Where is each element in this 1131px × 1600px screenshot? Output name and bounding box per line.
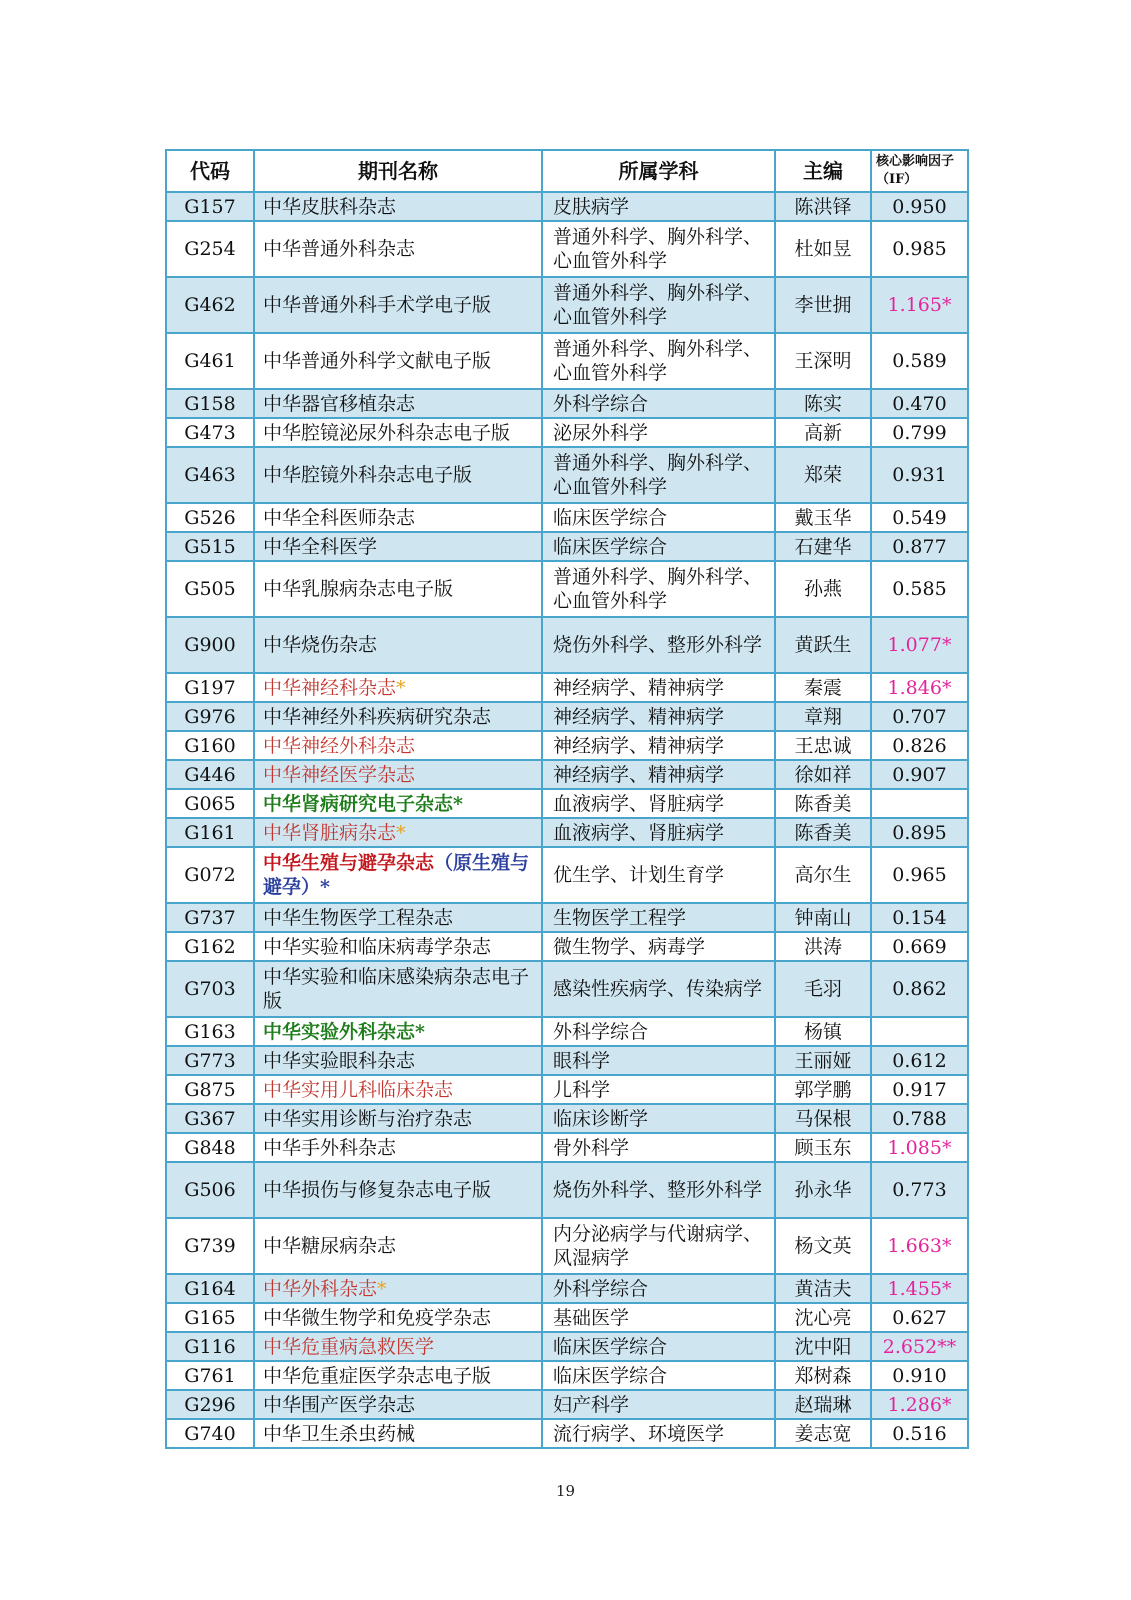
journal-subject: 流行病学、环境医学 bbox=[542, 1419, 775, 1448]
journal-name bbox=[254, 903, 542, 932]
journal-name-note: （原生殖与避孕）* bbox=[263, 852, 530, 898]
table-row bbox=[166, 503, 968, 532]
journal-subject: 临床医学综合 bbox=[542, 532, 775, 561]
journal-code: G463 bbox=[166, 447, 254, 503]
journal-editor: 章翔 bbox=[775, 702, 871, 731]
journal-name-text: 中华实验和临床病毒学杂志 bbox=[263, 935, 492, 958]
journal-editor: 毛羽 bbox=[775, 961, 871, 1017]
journal-subject: 内分泌病学与代谢病学、风湿病学 bbox=[542, 1218, 775, 1274]
impact-factor: 0.895 bbox=[871, 818, 968, 847]
journal-name bbox=[254, 760, 542, 789]
impact-factor bbox=[871, 789, 968, 818]
journal-code: G875 bbox=[166, 1075, 254, 1104]
journal-editor: 黄跃生 bbox=[775, 617, 871, 673]
journal-code: G515 bbox=[166, 532, 254, 561]
journal-editor: 李世拥 bbox=[775, 277, 871, 333]
journal-name-text: 中华糖尿病杂志 bbox=[263, 1235, 397, 1257]
journal-subject: 外科学综合 bbox=[542, 1274, 775, 1303]
journal-name bbox=[254, 418, 542, 447]
journal-subject: 皮肤病学 bbox=[542, 192, 775, 221]
journal-subject: 眼科学 bbox=[542, 1046, 775, 1075]
journal-name-text: 中华实验外科杂志* bbox=[263, 1020, 425, 1043]
journal-subject: 临床诊断学 bbox=[542, 1104, 775, 1133]
journal-name-text: 中华腔镜泌尿外科杂志电子版 bbox=[263, 421, 511, 444]
journal-code: G461 bbox=[166, 333, 254, 389]
journal-code: G072 bbox=[166, 847, 254, 903]
journal-name-text: 中华神经外科杂志 bbox=[263, 734, 416, 757]
table-row bbox=[166, 1390, 968, 1419]
journal-name-text: 中华烧伤杂志 bbox=[263, 634, 378, 656]
journal-name-text: 中华危重症医学杂志电子版 bbox=[263, 1364, 492, 1387]
journal-name-text: 中华全科医师杂志 bbox=[263, 506, 416, 529]
journal-code: G254 bbox=[166, 221, 254, 277]
impact-factor: 0.877 bbox=[871, 532, 968, 561]
journal-name bbox=[254, 673, 542, 702]
journal-name-text: 中华肾脏病杂志 bbox=[263, 821, 397, 844]
journal-name-text: 中华神经医学杂志 bbox=[263, 763, 416, 786]
journal-editor: 马保根 bbox=[775, 1104, 871, 1133]
journal-editor: 孙燕 bbox=[775, 561, 871, 617]
journal-subject: 微生物学、病毒学 bbox=[542, 932, 775, 961]
core-journal-star-icon: * bbox=[396, 676, 406, 699]
journal-editor: 陈香美 bbox=[775, 789, 871, 818]
journal-subject: 普通外科学、胸外科学、心血管外科学 bbox=[542, 447, 775, 503]
journal-editor: 王深明 bbox=[775, 333, 871, 389]
impact-factor: 0.585 bbox=[871, 561, 968, 617]
table-row bbox=[166, 731, 968, 760]
journal-code: G446 bbox=[166, 760, 254, 789]
journal-name bbox=[254, 1274, 542, 1303]
journal-editor: 沈中阳 bbox=[775, 1332, 871, 1361]
journal-subject: 优生学、计划生育学 bbox=[542, 847, 775, 903]
journal-editor: 杨文英 bbox=[775, 1218, 871, 1274]
journal-name-text: 中华实验和临床感染病杂志电子版 bbox=[263, 966, 530, 1012]
journal-name-text: 中华普通外科手术学电子版 bbox=[263, 294, 492, 316]
journal-subject: 临床医学综合 bbox=[542, 1332, 775, 1361]
journal-subject: 外科学综合 bbox=[542, 1017, 775, 1046]
impact-factor: 0.773 bbox=[871, 1162, 968, 1218]
journal-editor: 郭学鹏 bbox=[775, 1075, 871, 1104]
journal-code: G505 bbox=[166, 561, 254, 617]
journal-subject: 骨外科学 bbox=[542, 1133, 775, 1162]
journal-subject: 神经病学、精神病学 bbox=[542, 760, 775, 789]
impact-factor: 0.907 bbox=[871, 760, 968, 789]
journal-editor: 钟南山 bbox=[775, 903, 871, 932]
table-row bbox=[166, 192, 968, 221]
impact-factor: 0.862 bbox=[871, 961, 968, 1017]
journal-name-text: 中华损伤与修复杂志电子版 bbox=[263, 1179, 492, 1201]
journal-name-text: 中华实用诊断与治疗杂志 bbox=[263, 1107, 473, 1130]
table-row bbox=[166, 277, 968, 333]
journal-editor: 陈洪铎 bbox=[775, 192, 871, 221]
impact-factor: 0.470 bbox=[871, 389, 968, 418]
journal-code: G163 bbox=[166, 1017, 254, 1046]
journal-editor: 戴玉华 bbox=[775, 503, 871, 532]
journal-editor: 高新 bbox=[775, 418, 871, 447]
journal-name bbox=[254, 847, 542, 903]
journal-code: G158 bbox=[166, 389, 254, 418]
journal-name bbox=[254, 932, 542, 961]
journal-editor: 高尔生 bbox=[775, 847, 871, 903]
journal-subject: 血液病学、肾脏病学 bbox=[542, 789, 775, 818]
journal-name bbox=[254, 1162, 542, 1218]
journal-code: G157 bbox=[166, 192, 254, 221]
journal-subject: 感染性疾病学、传染病学 bbox=[542, 961, 775, 1017]
impact-factor: 2.652** bbox=[871, 1332, 968, 1361]
table-body bbox=[166, 192, 968, 1448]
journal-name-text: 中华实验眼科杂志 bbox=[263, 1049, 416, 1072]
table-row bbox=[166, 760, 968, 789]
journal-editor: 洪涛 bbox=[775, 932, 871, 961]
impact-factor: 0.549 bbox=[871, 503, 968, 532]
journal-code: G161 bbox=[166, 818, 254, 847]
table-row bbox=[166, 1133, 968, 1162]
impact-factor: 0.985 bbox=[871, 221, 968, 277]
journal-editor: 陈香美 bbox=[775, 818, 871, 847]
table-row bbox=[166, 1332, 968, 1361]
journal-name bbox=[254, 1332, 542, 1361]
journal-name-text: 中华全科医学 bbox=[263, 535, 378, 558]
journal-name bbox=[254, 1303, 542, 1332]
journal-editor: 杨镇 bbox=[775, 1017, 871, 1046]
table-row bbox=[166, 789, 968, 818]
journal-subject: 基础医学 bbox=[542, 1303, 775, 1332]
journal-name bbox=[254, 1075, 542, 1104]
header-code: 代码 bbox=[166, 150, 254, 192]
impact-factor: 0.965 bbox=[871, 847, 968, 903]
journal-subject: 普通外科学、胸外科学、心血管外科学 bbox=[542, 561, 775, 617]
header-editor: 主编 bbox=[775, 150, 871, 192]
table-row bbox=[166, 561, 968, 617]
table-row bbox=[166, 702, 968, 731]
journal-name bbox=[254, 221, 542, 277]
core-journal-star-icon: * bbox=[377, 1277, 387, 1300]
journal-editor: 石建华 bbox=[775, 532, 871, 561]
impact-factor: 0.154 bbox=[871, 903, 968, 932]
journal-editor: 王忠诚 bbox=[775, 731, 871, 760]
journal-name-text: 中华器官移植杂志 bbox=[263, 392, 416, 415]
journal-code: G739 bbox=[166, 1218, 254, 1274]
journal-subject: 烧伤外科学、整形外科学 bbox=[542, 1162, 775, 1218]
journal-editor: 徐如祥 bbox=[775, 760, 871, 789]
impact-factor: 1.455* bbox=[871, 1274, 968, 1303]
journal-code: G761 bbox=[166, 1361, 254, 1390]
journal-editor: 秦震 bbox=[775, 673, 871, 702]
journal-name bbox=[254, 561, 542, 617]
journal-subject: 烧伤外科学、整形外科学 bbox=[542, 617, 775, 673]
journal-subject: 外科学综合 bbox=[542, 389, 775, 418]
journal-name bbox=[254, 789, 542, 818]
impact-factor: 1.663* bbox=[871, 1218, 968, 1274]
table-row bbox=[166, 1419, 968, 1448]
journal-name-text: 中华皮肤科杂志 bbox=[263, 195, 397, 218]
journal-name-text: 中华实用儿科临床杂志 bbox=[263, 1078, 454, 1101]
table-row bbox=[166, 1162, 968, 1218]
journal-code: G160 bbox=[166, 731, 254, 760]
journal-name-text: 中华围产医学杂志 bbox=[263, 1393, 416, 1416]
table-row bbox=[166, 1046, 968, 1075]
header-impact-factor: 核心影响因子（IF） bbox=[871, 150, 968, 192]
journal-name bbox=[254, 333, 542, 389]
journal-name-text: 中华普通外科杂志 bbox=[263, 238, 416, 260]
table-row bbox=[166, 389, 968, 418]
impact-factor: 0.627 bbox=[871, 1303, 968, 1332]
table-row bbox=[166, 1218, 968, 1274]
journal-subject: 泌尿外科学 bbox=[542, 418, 775, 447]
header-name: 期刊名称 bbox=[254, 150, 542, 192]
journal-code: G367 bbox=[166, 1104, 254, 1133]
impact-factor: 1.286* bbox=[871, 1390, 968, 1419]
journal-name-text: 中华乳腺病杂志电子版 bbox=[263, 578, 454, 600]
impact-factor: 0.931 bbox=[871, 447, 968, 503]
journal-subject: 普通外科学、胸外科学、心血管外科学 bbox=[542, 221, 775, 277]
table-row bbox=[166, 1303, 968, 1332]
journal-name bbox=[254, 1104, 542, 1133]
journal-name bbox=[254, 1017, 542, 1046]
journal-editor: 郑树森 bbox=[775, 1361, 871, 1390]
journal-code: G773 bbox=[166, 1046, 254, 1075]
journal-code: G164 bbox=[166, 1274, 254, 1303]
journal-editor: 杜如昱 bbox=[775, 221, 871, 277]
table-row bbox=[166, 818, 968, 847]
journal-code: G462 bbox=[166, 277, 254, 333]
journal-subject: 临床医学综合 bbox=[542, 1361, 775, 1390]
journal-name bbox=[254, 532, 542, 561]
journal-editor: 孙永华 bbox=[775, 1162, 871, 1218]
journal-name bbox=[254, 1361, 542, 1390]
journal-code: G065 bbox=[166, 789, 254, 818]
journal-subject: 生物医学工程学 bbox=[542, 903, 775, 932]
impact-factor: 1.085* bbox=[871, 1133, 968, 1162]
table-row bbox=[166, 932, 968, 961]
journal-name bbox=[254, 1218, 542, 1274]
journal-code: G165 bbox=[166, 1303, 254, 1332]
impact-factor: 0.826 bbox=[871, 731, 968, 760]
journal-name-text: 中华神经外科疾病研究杂志 bbox=[263, 705, 492, 728]
journal-name-text: 中华生殖与避孕杂志 bbox=[263, 852, 435, 874]
journal-code: G116 bbox=[166, 1332, 254, 1361]
journal-editor: 陈实 bbox=[775, 389, 871, 418]
journal-name-text: 中华微生物学和免疫学杂志 bbox=[263, 1306, 492, 1329]
journal-name bbox=[254, 731, 542, 760]
table-row bbox=[166, 1017, 968, 1046]
table-header-row bbox=[166, 150, 968, 192]
table-row bbox=[166, 1274, 968, 1303]
journal-code: G162 bbox=[166, 932, 254, 961]
journal-code: G703 bbox=[166, 961, 254, 1017]
journal-subject: 普通外科学、胸外科学、心血管外科学 bbox=[542, 333, 775, 389]
journal-name-text: 中华外科杂志 bbox=[263, 1277, 378, 1300]
journal-name bbox=[254, 1390, 542, 1419]
journal-name-text: 中华神经科杂志 bbox=[263, 676, 397, 699]
journal-code: G848 bbox=[166, 1133, 254, 1162]
journal-name bbox=[254, 1046, 542, 1075]
journal-code: G506 bbox=[166, 1162, 254, 1218]
table-row bbox=[166, 1104, 968, 1133]
journal-name-text: 中华肾病研究电子杂志* bbox=[263, 792, 463, 815]
journal-name bbox=[254, 818, 542, 847]
journal-editor: 沈心亮 bbox=[775, 1303, 871, 1332]
journal-editor: 赵瑞琳 bbox=[775, 1390, 871, 1419]
journal-subject: 临床医学综合 bbox=[542, 503, 775, 532]
journal-name bbox=[254, 192, 542, 221]
journal-subject: 儿科学 bbox=[542, 1075, 775, 1104]
page-number: 19 bbox=[555, 1482, 576, 1500]
impact-factor: 1.165* bbox=[871, 277, 968, 333]
table-row bbox=[166, 1361, 968, 1390]
journal-subject: 血液病学、肾脏病学 bbox=[542, 818, 775, 847]
table-row bbox=[166, 221, 968, 277]
journal-name bbox=[254, 277, 542, 333]
journal-code: G737 bbox=[166, 903, 254, 932]
journal-name-text: 中华生物医学工程杂志 bbox=[263, 906, 454, 929]
journal-subject: 神经病学、精神病学 bbox=[542, 702, 775, 731]
impact-factor: 0.917 bbox=[871, 1075, 968, 1104]
table-row bbox=[166, 333, 968, 389]
journal-subject: 普通外科学、胸外科学、心血管外科学 bbox=[542, 277, 775, 333]
journal-name bbox=[254, 702, 542, 731]
impact-factor: 0.799 bbox=[871, 418, 968, 447]
journal-name bbox=[254, 1133, 542, 1162]
journal-name-text: 中华腔镜外科杂志电子版 bbox=[263, 464, 473, 486]
journal-subject: 神经病学、精神病学 bbox=[542, 673, 775, 702]
impact-factor bbox=[871, 1017, 968, 1046]
journal-code: G900 bbox=[166, 617, 254, 673]
impact-factor: 0.950 bbox=[871, 192, 968, 221]
journal-editor: 黄洁夫 bbox=[775, 1274, 871, 1303]
table-row bbox=[166, 617, 968, 673]
journal-editor: 姜志宽 bbox=[775, 1419, 871, 1448]
impact-factor: 1.846* bbox=[871, 673, 968, 702]
table-row bbox=[166, 903, 968, 932]
table-row bbox=[166, 961, 968, 1017]
journal-code: G197 bbox=[166, 673, 254, 702]
impact-factor: 0.516 bbox=[871, 1419, 968, 1448]
header-subject: 所属学科 bbox=[542, 150, 775, 192]
journal-code: G526 bbox=[166, 503, 254, 532]
journal-name bbox=[254, 503, 542, 532]
impact-factor: 0.788 bbox=[871, 1104, 968, 1133]
journal-editor: 顾玉东 bbox=[775, 1133, 871, 1162]
impact-factor: 0.669 bbox=[871, 932, 968, 961]
journal-name bbox=[254, 447, 542, 503]
journal-editor: 王丽娅 bbox=[775, 1046, 871, 1075]
journal-name bbox=[254, 961, 542, 1017]
journal-editor: 郑荣 bbox=[775, 447, 871, 503]
table-row bbox=[166, 447, 968, 503]
journal-name-text: 中华卫生杀虫药械 bbox=[263, 1422, 416, 1445]
table-row bbox=[166, 673, 968, 702]
journal-name-text: 中华手外科杂志 bbox=[263, 1136, 397, 1159]
table-row bbox=[166, 418, 968, 447]
journal-code: G473 bbox=[166, 418, 254, 447]
table-row bbox=[166, 532, 968, 561]
journal-code: G740 bbox=[166, 1419, 254, 1448]
journal-code: G296 bbox=[166, 1390, 254, 1419]
impact-factor: 1.077* bbox=[871, 617, 968, 673]
table-row bbox=[166, 847, 968, 903]
journal-name bbox=[254, 389, 542, 418]
journal-subject: 妇产科学 bbox=[542, 1390, 775, 1419]
journal-name bbox=[254, 1419, 542, 1448]
journal-subject: 神经病学、精神病学 bbox=[542, 731, 775, 760]
journal-name-text: 中华危重病急救医学 bbox=[263, 1335, 435, 1358]
impact-factor: 0.589 bbox=[871, 333, 968, 389]
journal-name-text: 中华普通外科学文献电子版 bbox=[263, 350, 492, 372]
impact-factor: 0.612 bbox=[871, 1046, 968, 1075]
journal-table bbox=[165, 149, 969, 1449]
journal-code: G976 bbox=[166, 702, 254, 731]
core-journal-star-icon: * bbox=[396, 821, 406, 844]
table-row bbox=[166, 1075, 968, 1104]
impact-factor: 0.910 bbox=[871, 1361, 968, 1390]
journal-name bbox=[254, 617, 542, 673]
impact-factor: 0.707 bbox=[871, 702, 968, 731]
